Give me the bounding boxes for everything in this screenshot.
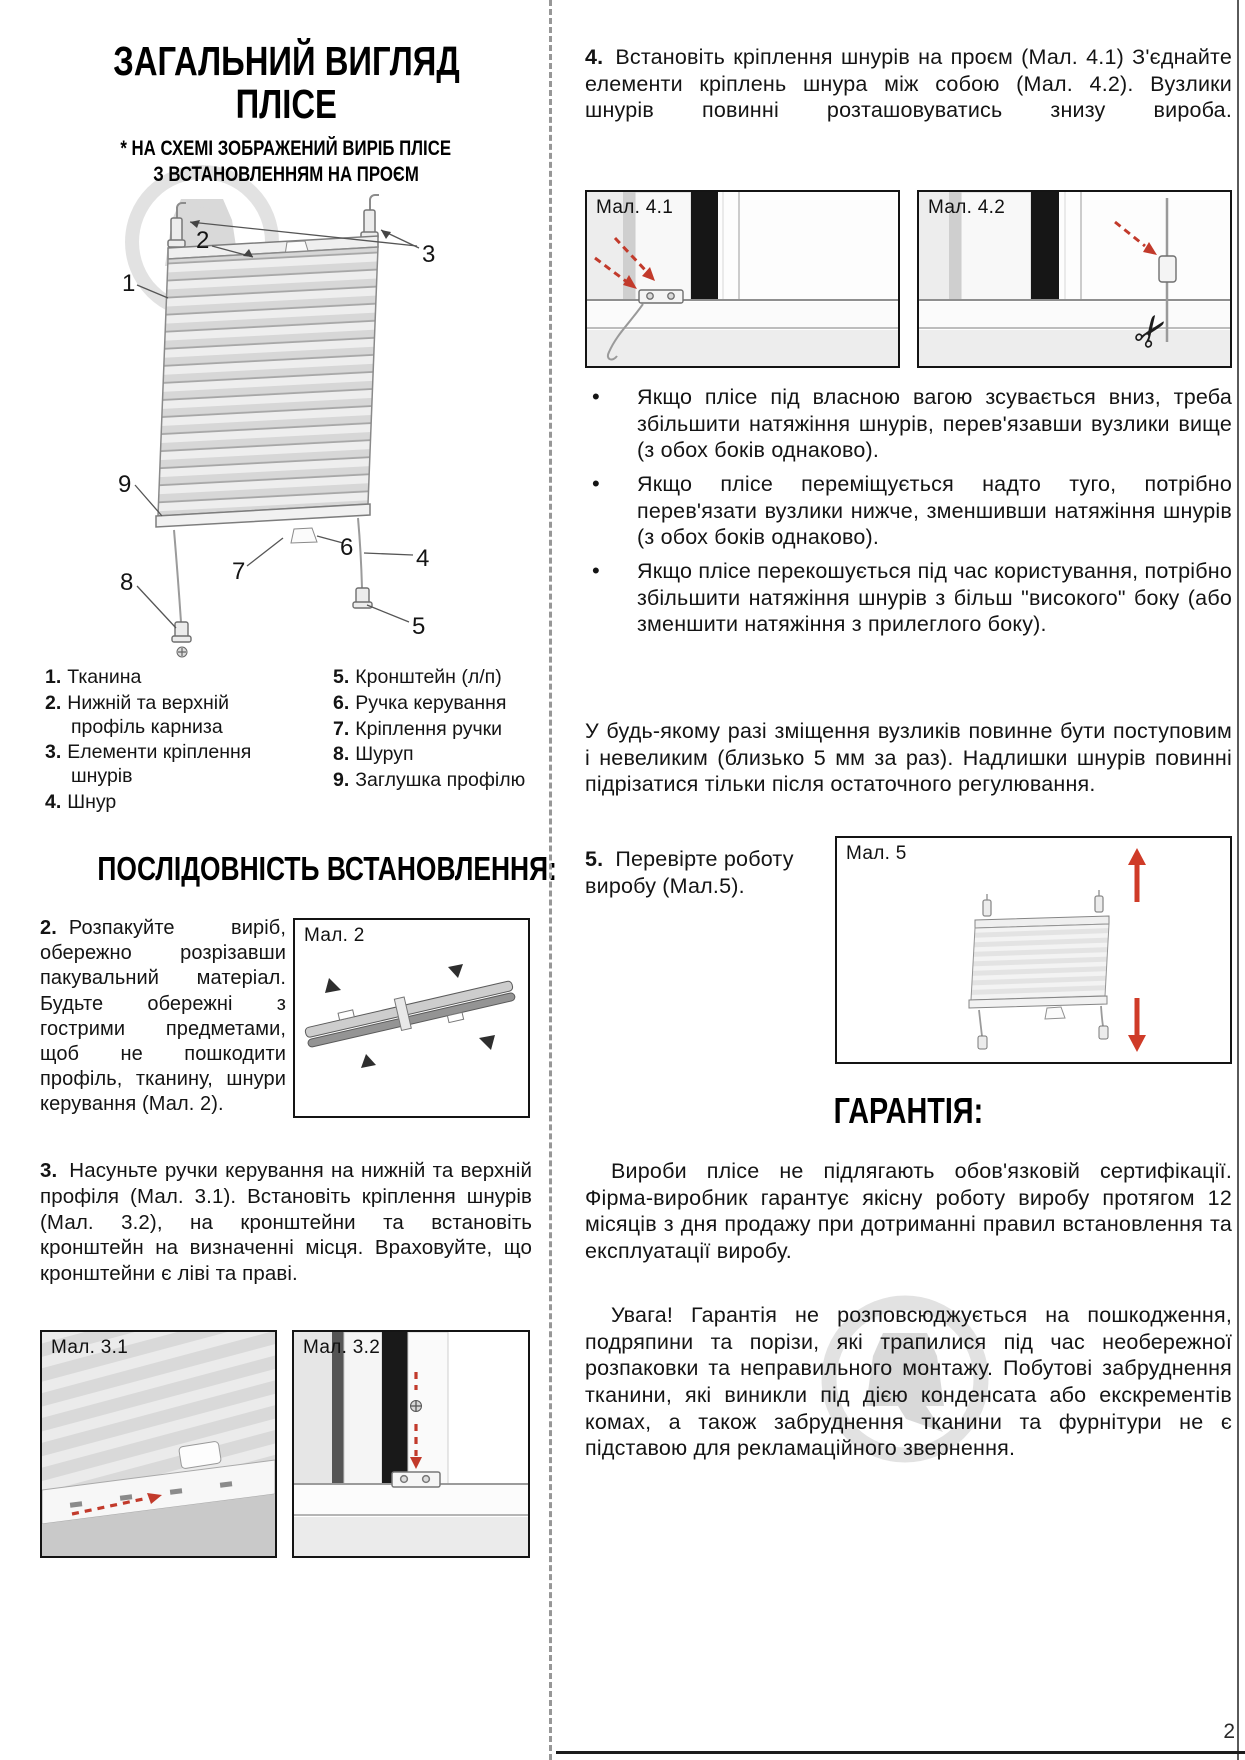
scissors-icon: ✂: [1121, 303, 1181, 360]
bracket-left: [172, 622, 191, 642]
figure-4-2-label: Мал. 4.2: [928, 197, 1006, 218]
legend-text: Ручка керування: [355, 691, 507, 714]
cord-right: [358, 518, 362, 588]
legend-item-3: [45, 741, 307, 789]
bracket-right: [1099, 1026, 1108, 1039]
legend-number: 7.: [333, 717, 350, 740]
figure-5-image: [837, 838, 1230, 1062]
legend-item-9: [333, 769, 532, 793]
figure-3-2: [292, 1330, 530, 1558]
page-title-line1: ЗАГАЛЬНИЙ ВИГЛЯД: [112, 38, 460, 84]
warranty-paragraph-1: [585, 1158, 1232, 1265]
adjustment-note: [585, 718, 1232, 798]
screw-icon: [411, 1401, 422, 1412]
list-item: [585, 471, 1232, 551]
warranty-paragraph-2: [585, 1302, 1232, 1462]
step-3-paragraph: [40, 1158, 532, 1287]
note-text-2: Надлишки шнурів повинні підрізатися тільки після остаточного регулювання.: [585, 745, 1232, 797]
red-arrow-up: [1128, 848, 1146, 902]
legend-text: Кронштейн (л/п): [355, 666, 502, 688]
callout-2: 2: [196, 227, 210, 254]
page-right-border: [1237, 0, 1239, 1760]
figure-5: [835, 836, 1232, 1064]
legend-number: 8.: [333, 743, 350, 766]
legend-item-7: [333, 718, 532, 742]
figure-4-2: [917, 190, 1232, 368]
hooks: [983, 890, 1103, 916]
figure-3-1: [40, 1330, 277, 1558]
step-2-number: 2.: [40, 917, 57, 939]
figure-4-1-label: Мал. 4.1: [596, 197, 674, 218]
bracket-left: [978, 1036, 987, 1049]
legend-text: Нижній та верхній профіль карниза: [67, 691, 230, 738]
cord-left: [979, 1010, 982, 1036]
note-text-1: У будь-якому разі зміщення вузликів повинне бути поступовим і невеликим (близько 5 мм за раз).: [585, 719, 1232, 770]
figure-2-label: Мал. 2: [304, 925, 365, 946]
legend-number: 1.: [45, 666, 62, 688]
warranty-text-2: Увага! Гарантія не розповсюджується на пошкодження, подряпини та порізи, які трапилися під час необережної розпаковки та неправильного монтажу. Побутові забруднення тканини, які виникли під дією конденсата або екскрементів комах, а також забруднення тканини та фурнітури не є підставою для рекламаційного звернення.: [585, 1303, 1232, 1461]
frame-dark-edge: [382, 1332, 408, 1484]
legend-number: 5.: [333, 666, 350, 688]
callout-8: 8: [120, 569, 134, 596]
screw-icon: [177, 647, 187, 657]
figure-5-label: Мал. 5: [846, 843, 907, 864]
figure-2: [293, 918, 530, 1118]
legend-text: Заглушка профілю: [355, 769, 526, 792]
bullet-text-1: Якщо плісе під власною вагою зсувається вниз, треба збільшити натяжіння шнурів, перев'язавши вузлики вище (з обох боків однаково).: [637, 385, 1232, 463]
red-arrow-down: [1128, 998, 1146, 1052]
section-title-warranty: [585, 1090, 1232, 1132]
legend-item-2: [45, 692, 307, 740]
step-3-text-3: Враховуйте, що кронштейни є ліві та праві.: [40, 1236, 532, 1286]
callout-4: 4: [416, 545, 430, 572]
legend-text: Шнур: [67, 790, 117, 813]
frame-dark-edge: [691, 192, 718, 300]
step-2-text: Розпакуйте виріб, обережно розрізавши пакувальний матеріал. Будьте обережні з гострими предметами, щоб не пошкодити профіль, тканину, шнури керування (Мал. 2).: [40, 917, 286, 1116]
callout-7: 7: [232, 558, 246, 585]
list-item: [585, 384, 1232, 464]
adjustment-tips-list: [585, 384, 1232, 645]
callout-1: 1: [122, 270, 136, 297]
page-title-line2: ПЛІСЕ: [235, 81, 337, 128]
page-subtitle: [40, 136, 532, 189]
legend-number: 3.: [45, 741, 62, 764]
pleated-fabric: [971, 924, 1109, 1000]
legend-item-5: [333, 666, 532, 690]
bullet-marker: •: [592, 557, 600, 583]
legend-item-1: [45, 666, 307, 690]
legend-text: Тканина: [67, 666, 142, 688]
page-title: [40, 40, 532, 126]
legend-text: Кріплення ручки: [355, 717, 503, 740]
frame-dark-edge: [1031, 192, 1059, 300]
cord-right: [1101, 1006, 1103, 1026]
step-5-number: 5.: [585, 847, 604, 871]
legend-column-left: [45, 666, 307, 817]
figure-4-1: [585, 190, 900, 368]
step-4-paragraph: [585, 44, 1232, 124]
step-2-paragraph: [40, 916, 286, 1118]
step-4-text: Встановіть кріплення шнурів на проєм (Мал. 4.1) З'єднайте елементи кріплень шнура між собою (Мал. 4.2). Вузлики шнурів повинні розташовуватись знизу вироба.: [585, 45, 1232, 123]
column-divider: [549, 0, 552, 1760]
cord-fastener-top-right: [361, 210, 378, 239]
legend-item-6: [333, 692, 532, 716]
legend-number: 2.: [45, 691, 62, 714]
bullet-marker: •: [592, 384, 600, 409]
legend-text: Шуруп: [355, 743, 414, 766]
legend: [45, 666, 532, 817]
mounting-bracket: [639, 290, 683, 303]
ceiling-hooks: [177, 195, 379, 218]
list-item: [585, 558, 1232, 638]
page-subtitle-line1: * НА СХЕМІ ЗОБРАЖЕНИЙ ВИРІБ ПЛІСЕ: [120, 137, 452, 160]
legend-number: 6.: [333, 691, 350, 714]
bullet-marker: •: [592, 470, 600, 496]
step-3-text-1: Насуньте ручки керування на нижній та верхній профіля (Мал. 3.1).: [40, 1159, 532, 1208]
section-title-text: ПОСЛІДОВНІСТЬ ВСТАНОВЛЕННЯ:: [97, 850, 557, 887]
step-3-number: 3.: [40, 1159, 58, 1182]
bullet-text-2: Якщо плісе переміщується надто туго, потрібно перев'язати вузлики нижче, зменшивши натяжіння шнурів (з обох боків однаково).: [637, 471, 1232, 550]
figure-3-1-image: [42, 1332, 275, 1556]
legend-number: 4.: [45, 790, 62, 813]
section-title-installation: [40, 850, 557, 888]
mounting-bracket: [392, 1472, 440, 1487]
cord-fastener: [1159, 256, 1176, 282]
bracket-right: [353, 588, 372, 608]
page-bottom-border: [556, 1751, 1245, 1754]
cord-left: [174, 530, 181, 622]
warranty-title-text: ГАРАНТІЯ:: [833, 1090, 984, 1131]
figure-3-2-label: Мал. 3.2: [303, 1337, 381, 1358]
figure-3-1-label: Мал. 3.1: [51, 1337, 129, 1358]
page-number: 2: [1223, 1720, 1235, 1743]
legend-item-8: [333, 743, 532, 767]
callout-9: 9: [118, 471, 132, 498]
step-5-text: Перевірте роботу виробу (Мал.5).: [585, 847, 794, 898]
callout-3: 3: [422, 241, 436, 268]
callout-5: 5: [412, 613, 426, 640]
figure-2-image: [295, 920, 528, 1116]
callout-6: 6: [340, 534, 354, 561]
legend-item-4: [45, 791, 307, 815]
legend-text: Елементи кріплення шнурів: [67, 741, 252, 788]
bullet-text-3: Якщо плісе перекошується під час користування, потрібно збільшити натяжіння шнурів з більш "високого" боку (або зменшити натяжіння з прилеглого боку).: [637, 558, 1232, 637]
step-4-number: 4.: [585, 45, 604, 69]
cord-fastener-top-left: [168, 218, 185, 247]
warranty-text-1: Вироби плісе не підлягають обов'язковій сертифікації. Фірма-виробник гарантує якісну роботу виробу протягом 12 місяців з дня продажу при дотриманні правил встановлення та експлуатації виробу.: [585, 1159, 1232, 1263]
handle: [1045, 1007, 1065, 1019]
legend-number: 9.: [333, 769, 350, 792]
step-3-text-2: Встановіть кріплення шнурів (Мал. 3.2), на кронштейни та встановіть кронштейн на визначенні місця.: [40, 1184, 533, 1260]
pleated-fabric: [158, 247, 378, 516]
step-5-paragraph: [585, 846, 823, 899]
bottom-handle: [291, 528, 317, 543]
page-subtitle-line2: З ВСТАНОВЛЕННЯМ НА ПРОЄМ: [153, 163, 419, 187]
legend-column-right: [333, 666, 532, 817]
pleated-blind-diagram: [40, 186, 530, 664]
figure-3-2-image: [294, 1332, 528, 1556]
